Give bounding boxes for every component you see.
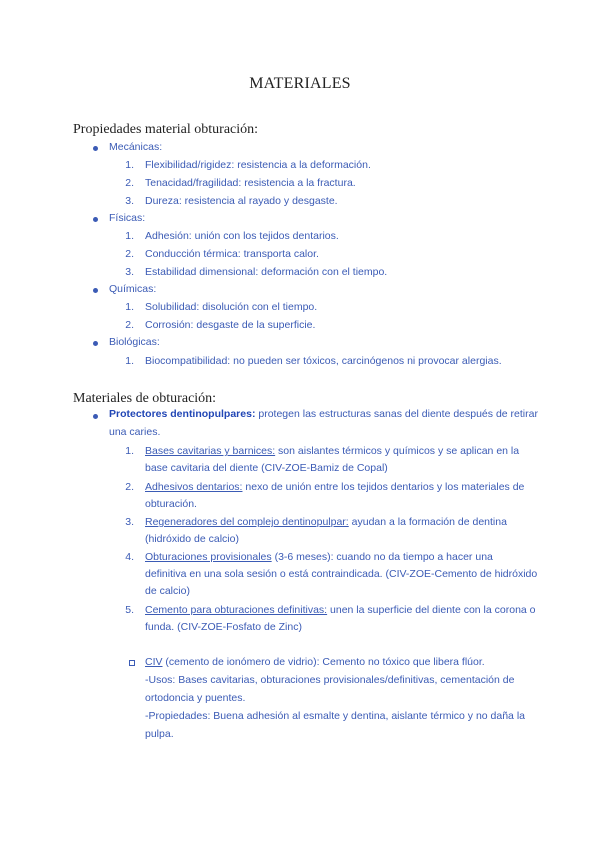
- list-item-continued: base cavitaria del diente (CIV-ZOE-Bamiz de Copal): [145, 462, 388, 474]
- list-item: Flexibilidad/rigidez: resistencia a la deformación.: [145, 159, 371, 171]
- list-item-continued: definitiva en una sola sesión o está contraindicada. (CIV-ZOE-Cemento de hidróxido: [145, 568, 538, 580]
- civ-propiedades-continued: pulpa.: [145, 728, 174, 740]
- item-number: 1.: [125, 230, 134, 242]
- list-item: Estabilidad dimensional: deformación con el tiempo.: [145, 266, 388, 278]
- bullet-dot: [93, 341, 98, 346]
- bold-term: Protectores dentinopulpares:: [109, 408, 256, 420]
- underlined-term: Adhesivos dentarios:: [145, 481, 243, 493]
- item-number: 3.: [125, 266, 134, 278]
- list-item: Corrosión: desgaste de la superficie.: [145, 319, 316, 331]
- group-label-mecanicas: Mecánicas:: [109, 141, 163, 153]
- list-item: Conducción térmica: transporta calor.: [145, 248, 319, 260]
- item-text: unen la superficie del diente con la corona o: [327, 604, 536, 616]
- item-number: 2.: [125, 248, 134, 260]
- underlined-term: Obturaciones provisionales: [145, 551, 272, 563]
- list-item: Dureza: resistencia al rayado y desgaste.: [145, 195, 338, 207]
- bullet-protectores: [109, 408, 538, 420]
- underlined-term: Cemento para obturaciones definitivas:: [145, 604, 328, 616]
- section-heading-properties: Propiedades material obturación:: [73, 122, 259, 137]
- bullet-dot: [93, 217, 98, 222]
- bullet-text-continued: una caries.: [109, 426, 161, 438]
- item-text: (3-6 meses): cuando no da tiempo a hacer una: [271, 551, 493, 563]
- list-item: Adhesión: unión con los tejidos dentarios.: [145, 230, 339, 242]
- civ-item: [145, 656, 485, 668]
- list-item: [145, 604, 536, 616]
- underlined-term: CIV: [145, 656, 163, 668]
- item-number: 1.: [125, 445, 134, 457]
- item-text: nexo de unión entre los tejidos dentarios y los materiales de: [242, 481, 525, 493]
- page-title: MATERIALES: [249, 75, 351, 92]
- item-number: 2.: [125, 177, 134, 189]
- civ-text: (cemento de ionómero de vidrio): Cemento no tóxico que libera flúor.: [162, 656, 485, 668]
- bullet-dot: [93, 288, 98, 293]
- list-item: [145, 445, 519, 457]
- list-item-continued: (hidróxido de calcio): [145, 533, 239, 545]
- civ-propiedades: -Propiedades: Buena adhesión al esmalte y dentina, aislante térmico y no daña la: [145, 710, 525, 722]
- bullet-text: protegen las estructuras sanas del diente después de retirar: [255, 408, 538, 420]
- list-item-continued: de calcio): [145, 585, 190, 597]
- group-label-biologicas: Biológicas:: [109, 336, 160, 348]
- item-number: 3.: [125, 195, 134, 207]
- list-item: Biocompatibilidad: no pueden ser tóxicos, carcinógenos ni provocar alergias.: [145, 355, 502, 367]
- list-item-continued: funda. (CIV-ZOE-Fosfato de Zinc): [145, 621, 302, 633]
- item-number: 1.: [125, 301, 134, 313]
- civ-usos-continued: ortodoncia y puentes.: [145, 692, 246, 704]
- item-number: 4.: [125, 551, 134, 563]
- section-heading-materials: Materiales de obturación:: [73, 391, 217, 406]
- item-number: 1.: [125, 159, 134, 171]
- list-item: [145, 481, 524, 493]
- item-number: 2.: [125, 481, 134, 493]
- item-text: son aislantes térmicos y químicos y se aplican en la: [275, 445, 520, 457]
- list-item: Tenacidad/fragilidad: resistencia a la fractura.: [145, 177, 356, 189]
- list-item: [145, 551, 493, 563]
- group-label-quimicas: Químicas:: [109, 283, 157, 295]
- item-number: 2.: [125, 319, 134, 331]
- underlined-term: Regeneradores del complejo dentinopulpar:: [145, 516, 349, 528]
- list-item: [145, 516, 507, 528]
- item-number: 5.: [125, 604, 134, 616]
- checkbox-square-icon: [129, 660, 135, 666]
- civ-usos: -Usos: Bases cavitarias, obturaciones provisionales/definitivas, cementación de: [145, 674, 515, 686]
- list-item: Solubilidad: disolución con el tiempo.: [145, 301, 318, 313]
- list-item-continued: obturación.: [145, 498, 197, 510]
- group-label-fisicas: Físicas:: [109, 212, 146, 224]
- underlined-term: Bases cavitarias y barnices:: [145, 445, 276, 457]
- bullet-dot: [93, 414, 98, 419]
- item-number: 3.: [125, 516, 134, 528]
- bullet-dot: [93, 146, 98, 151]
- item-text: ayudan a la formación de dentina: [348, 516, 507, 528]
- item-number: 1.: [125, 355, 134, 367]
